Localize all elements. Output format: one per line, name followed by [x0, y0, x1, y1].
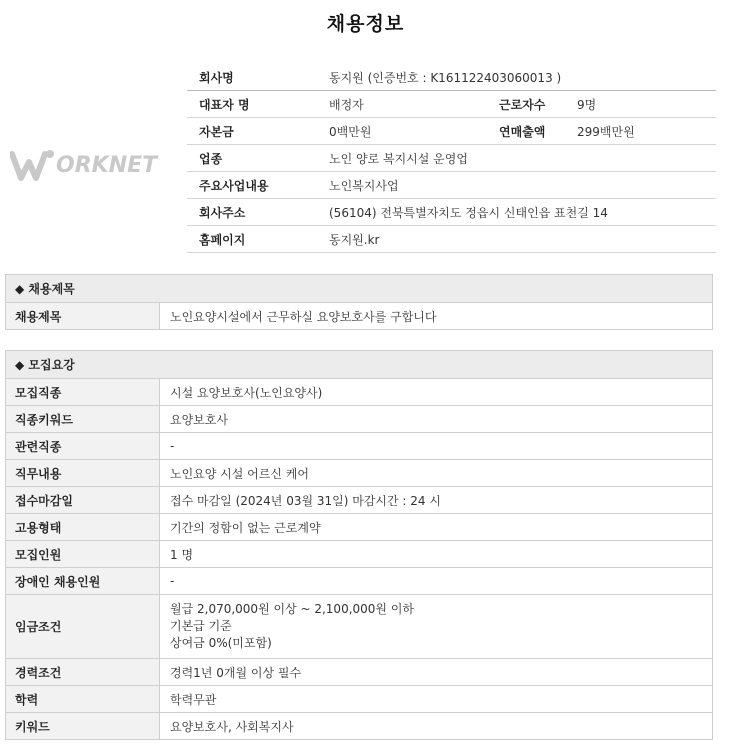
- company-row-ceo: [187, 91, 716, 118]
- address-label: 회사주소: [187, 199, 317, 226]
- recruit-row-value: 요양보호사, 사회복지사: [160, 713, 713, 740]
- company-name-value: 동지원 (인증번호 : K161122403060013 ): [317, 64, 716, 91]
- company-row-capital: [187, 118, 716, 145]
- worknet-logo-text: ORKNET: [56, 153, 158, 178]
- page-title: 채용정보: [326, 13, 405, 35]
- recruit-row-value: 경력1년 0개월 이상 필수: [160, 659, 713, 686]
- industry-value: 노인 양로 복지시설 운영업: [317, 145, 716, 172]
- industry-label: 업종: [187, 145, 317, 172]
- sales-value: 299백만원: [565, 118, 716, 145]
- wage-line: 월급 2,070,000원 이상 ~ 2,100,000원 이하: [170, 602, 415, 616]
- recruit-row-label: 직무내용: [6, 460, 160, 487]
- recruit-row-label: 고용형태: [6, 514, 160, 541]
- recruit-row: [6, 487, 713, 514]
- recruit-row: [6, 686, 713, 713]
- recruit-row: [6, 406, 713, 433]
- business-value: 노인복지사업: [317, 172, 716, 199]
- workers-label: 근로자수: [489, 91, 565, 118]
- sales-label: 연매출액: [489, 118, 565, 145]
- worknet-w-icon: [10, 148, 56, 182]
- recruit-row-value: 학력무관: [160, 686, 713, 713]
- company-row-industry: [187, 145, 716, 172]
- recruit-row-label: 직종키워드: [6, 406, 160, 433]
- recruit-row-label: 학력: [6, 686, 160, 713]
- recruit-section-header: ◆ 모집요강: [6, 351, 713, 379]
- job-title-section-header: ◆ 채용제목: [6, 275, 713, 303]
- recruit-row-label: 장애인 채용인원: [6, 568, 160, 595]
- recruit-row: [6, 568, 713, 595]
- homepage-link[interactable]: 동지원.kr: [317, 226, 716, 253]
- recruit-row: [6, 514, 713, 541]
- recruit-row: [6, 379, 713, 406]
- capital-value: 0백만원: [317, 118, 489, 145]
- wage-label: 임금조건: [6, 595, 160, 659]
- wage-line: 기본급 기준: [170, 619, 232, 633]
- company-info-table: [187, 64, 716, 253]
- recruit-row-value: 기간의 정함이 없는 근로계약: [160, 514, 713, 541]
- homepage-label: 홈페이지: [187, 226, 317, 253]
- recruit-row-label: 키워드: [6, 713, 160, 740]
- recruit-row-label: 접수마감일: [6, 487, 160, 514]
- recruit-row-label: 관련직종: [6, 433, 160, 460]
- recruit-row-value: -: [160, 568, 713, 595]
- company-row-homepage: [187, 226, 716, 253]
- recruit-row: [6, 713, 713, 740]
- job-title-value: 노인요양시설에서 근무하실 요양보호사를 구합니다: [160, 303, 713, 330]
- wage-line: 상여금 0%(미포함): [170, 636, 272, 650]
- workers-value: 9명: [565, 91, 716, 118]
- recruit-row-value: -: [160, 433, 713, 460]
- business-label: 주요사업내용: [187, 172, 317, 199]
- wage-row: [6, 595, 713, 659]
- address-value: (56104) 전북특별자치도 정읍시 신태인읍 표천길 14: [317, 199, 716, 226]
- ceo-label: 대표자 명: [187, 91, 317, 118]
- recruit-row-value: 노인요양 시설 어르신 케어: [160, 460, 713, 487]
- company-row-address: [187, 199, 716, 226]
- company-name-label: 회사명: [187, 64, 317, 91]
- job-title-section: [5, 274, 713, 330]
- ceo-value: 배정자: [317, 91, 489, 118]
- capital-label: 자본금: [187, 118, 317, 145]
- recruit-row-label: 모집직종: [6, 379, 160, 406]
- recruit-section: [5, 350, 713, 740]
- recruit-row: [6, 460, 713, 487]
- recruit-row: [6, 541, 713, 568]
- recruit-row-label: 경력조건: [6, 659, 160, 686]
- recruit-row: [6, 433, 713, 460]
- recruit-row-label: 모집인원: [6, 541, 160, 568]
- recruit-row-value: 1 명: [160, 541, 713, 568]
- company-row-business: [187, 172, 716, 199]
- wage-value: [160, 595, 713, 659]
- job-title-label: 채용제목: [6, 303, 160, 330]
- recruit-row-value: 요양보호사: [160, 406, 713, 433]
- company-row-name: [187, 64, 716, 91]
- recruit-row-value: 접수 마감일 (2024년 03월 31일) 마감시간 : 24 시: [160, 487, 713, 514]
- worknet-logo: [10, 148, 170, 182]
- recruit-row-value: 시설 요양보호사(노인요양사): [160, 379, 713, 406]
- recruit-row: [6, 659, 713, 686]
